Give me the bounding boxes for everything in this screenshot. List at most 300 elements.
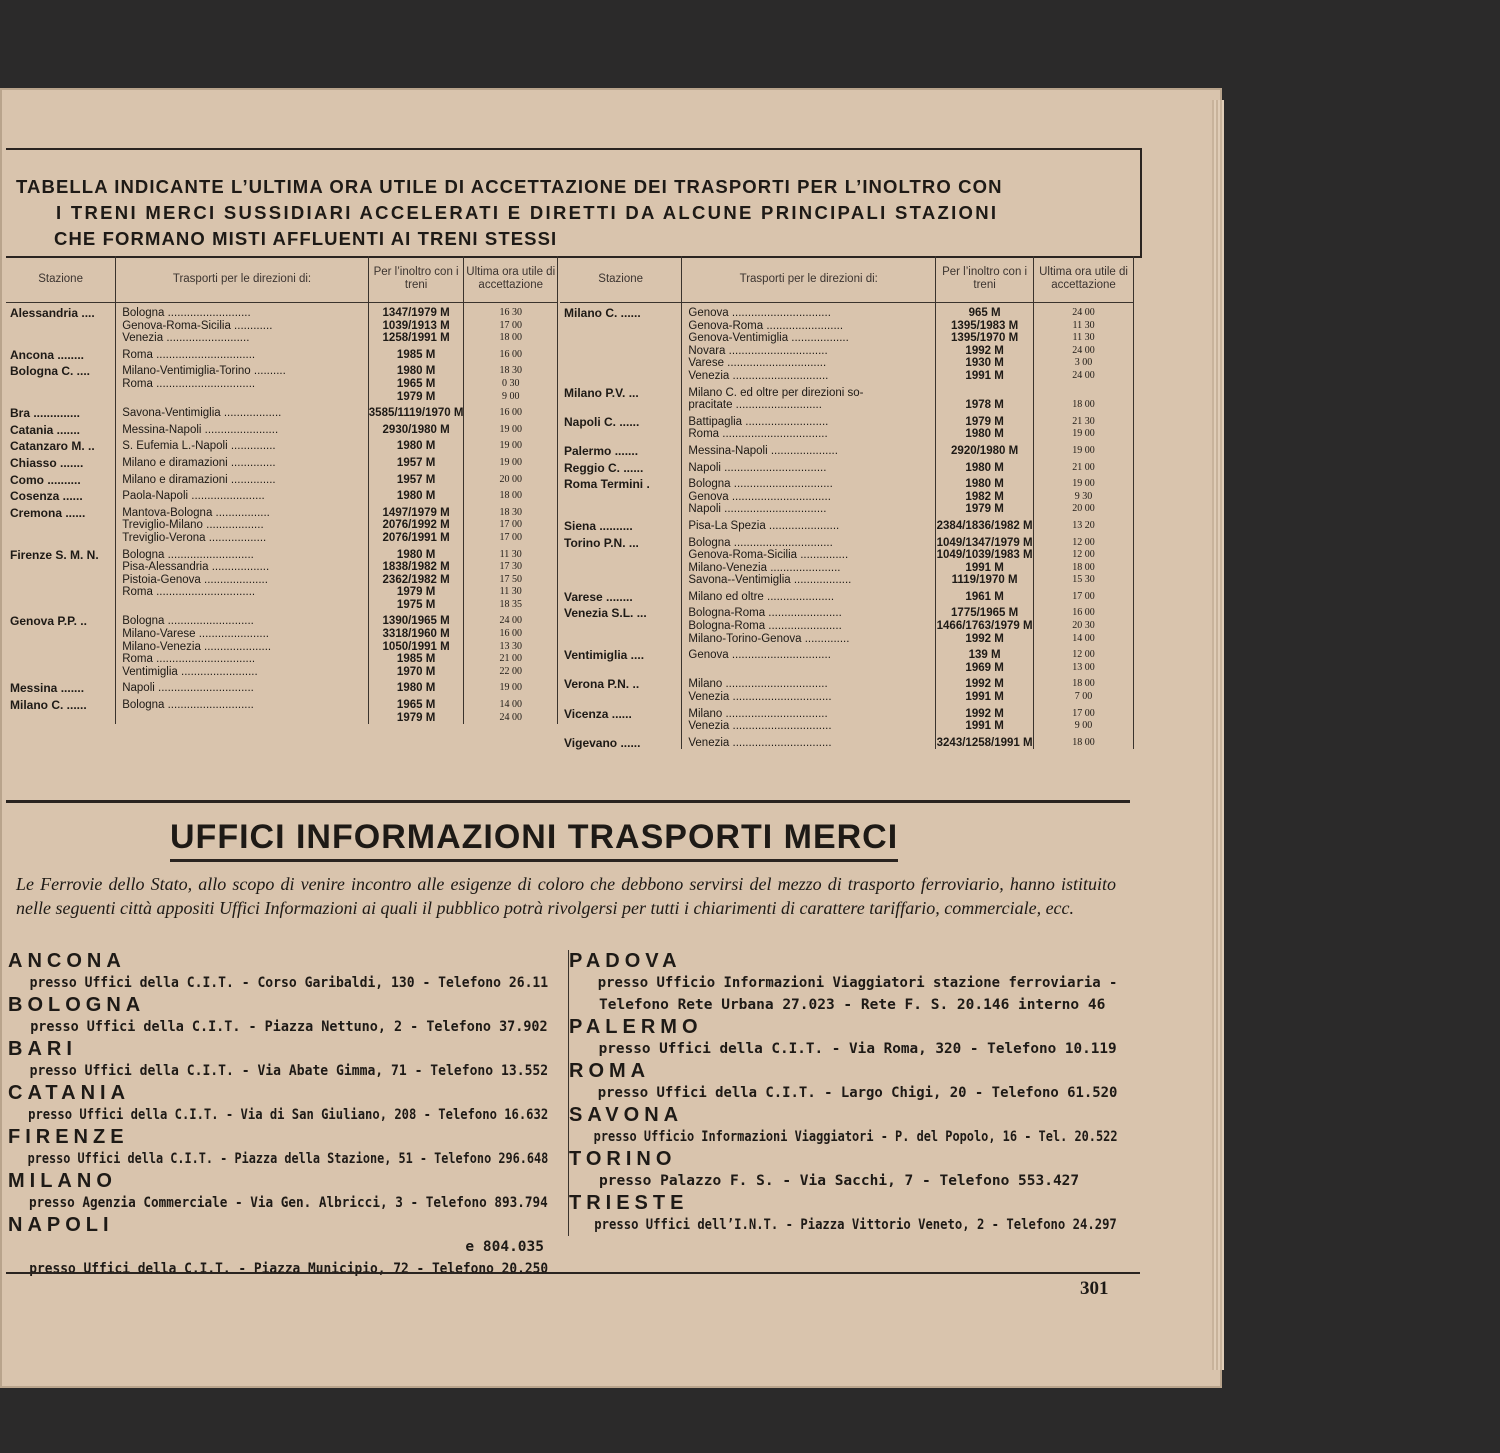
train-numbers: 1980 M [936,474,1034,491]
train-numbers: 1965 M [368,695,464,712]
direction: Milano-Venezia ...................... [682,562,936,575]
train-numbers: 1466/1763/1979 M [936,620,1033,633]
table-row [560,720,1134,733]
train-numbers: 1975 M [368,599,464,612]
acceptance-hour: 16 00 [464,345,558,362]
train-numbers: 1991 M [936,691,1034,704]
table-row [560,691,1134,704]
station-name [560,574,682,587]
train-numbers: 1980 M [936,428,1034,441]
table-row [560,345,1134,358]
train-numbers: 1982 M [936,491,1034,504]
station-name: Catania ....... [6,420,116,437]
table-row [560,491,1134,504]
station-name: Siena .......... [560,516,682,533]
direction: Ventimiglia ........................ [116,666,369,679]
direction: Venezia .......................... [116,332,369,345]
acceptance-hour: 11 30 [1034,332,1134,345]
title-line: TABELLA INDICANTE L’ULTIMA ORA UTILE DI ACCETTAZIONE DEI TRASPORTI PER L’INOLTRO CON [16,176,1003,197]
table-row [560,574,1134,587]
direction: Milano-Ventimiglia-Torino .......... [116,361,369,378]
office-address: presso Uffici della C.I.T. - Piazza Nettuno, 2 - Telefono 37.902 [30,1019,548,1035]
acceptance-hour: 19 00 [464,420,558,437]
train-numbers: 965 M [936,303,1034,320]
office-address: presso Uffici della C.I.T. - Via Roma, 320 - Telefono 10.119 [598,1041,1117,1057]
office-city: BOLOGNA [8,994,146,1016]
train-numbers: 1049/1039/1983 M [936,549,1033,562]
station-name [6,641,116,654]
train-numbers: 1992 M [936,704,1034,721]
direction: Venezia ............................... [682,720,936,733]
acceptance-hour: 19 00 [1034,428,1134,441]
table-row [6,519,558,532]
office-city: ROMA [569,1060,651,1082]
station-name [6,320,116,333]
acceptance-hour: 9 00 [464,391,558,404]
station-name: Milano P.V. ... [560,383,682,400]
direction: Messina-Napoli ....................... [116,420,369,437]
acceptance-hour: 19 00 [464,678,558,695]
station-name [560,662,682,675]
train-numbers: 2930/1980 M [368,420,464,437]
station-name: Cremona ...... [6,503,116,520]
station-name [560,491,682,504]
acceptance-hour: 24 00 [1034,370,1134,383]
train-numbers: 1957 M [368,470,464,487]
offices-right [568,950,1117,1236]
train-numbers: 1050/1991 M [368,641,464,654]
station-name: Torino P.N. ... [560,533,682,550]
direction [116,391,369,404]
acceptance-hour: 16 00 [1034,603,1134,620]
office-address: Telefono Rete Urbana 27.023 - Rete F. S. 20.146 interno 46 [599,997,1106,1013]
train-numbers: 1395/1970 M [936,332,1034,345]
direction: Venezia ............................... [682,691,936,704]
table-row [6,391,558,404]
direction: Milano ................................ [682,704,936,721]
office-address: presso Ufficio Informazioni Viaggiatori stazione ferroviaria - [597,975,1118,991]
direction: Genova ............................... [682,491,936,504]
train-numbers: 1991 M [936,562,1034,575]
table-row [6,332,558,345]
station-name [6,574,116,587]
table-row [560,458,1134,475]
office-city: NAPOLI [8,1214,114,1236]
office-city: MILANO [8,1170,117,1192]
train-numbers: 3585/1119/1970 M [368,403,464,420]
table-row [6,361,558,378]
acceptance-hour: 24 00 [464,611,558,628]
direction: S. Eufemia L.-Napoli .............. [116,436,369,453]
table-row [560,562,1134,575]
acceptance-hour: 11 30 [464,586,558,599]
timetable [6,256,1134,800]
station-name: Genova P.P. .. [6,611,116,628]
office-city: FIRENZE [8,1126,129,1148]
direction: Milano ................................ [682,674,936,691]
direction: Roma ................................. [682,428,936,441]
direction: Genova-Roma-Sicilia ............... [682,549,936,562]
acceptance-hour: 21 00 [1034,458,1134,475]
acceptance-hour: 9 00 [1034,720,1134,733]
table-row [6,611,558,628]
acceptance-hour: 24 00 [464,712,558,725]
table-row [6,503,558,520]
header-trasporti: Trasporti per le direzioni di: [682,256,936,303]
direction: Milano-Venezia ..................... [116,641,369,654]
acceptance-hour: 20 00 [464,470,558,487]
acceptance-hour: 11 30 [1034,320,1134,333]
acceptance-hour: 21 30 [1034,412,1134,429]
table-row [6,470,558,487]
table-row [6,653,558,666]
train-numbers: 1390/1965 M [368,611,464,628]
page-edge [1212,100,1224,1370]
direction [116,599,369,612]
direction: pracitate ........................... [682,399,936,412]
acceptance-hour: 12 00 [1034,645,1134,662]
direction: Bologna ............................... [682,474,936,491]
table-title [16,174,1126,252]
station-name [560,370,682,383]
office-city: CATANIA [8,1082,131,1104]
table-row [560,533,1134,550]
direction: Varese ............................... [682,357,936,370]
title-line: I TRENI MERCI SUSSIDIARI ACCELERATI E DIRETTI DA ALCUNE PRINCIPALI STAZIONI [56,202,999,223]
acceptance-hour: 14 00 [464,695,558,712]
acceptance-hour: 18 35 [464,599,558,612]
station-name [6,519,116,532]
direction: Milano ed oltre ..................... [682,587,936,604]
table-row [6,453,558,470]
station-name [560,428,682,441]
table-row [6,599,558,612]
direction: Bologna .......................... [116,303,369,320]
station-name: Palermo ....... [560,441,682,458]
train-numbers: 1961 M [936,587,1034,604]
table-row [6,436,558,453]
acceptance-hour: 9 30 [1034,491,1134,504]
train-numbers: 2076/1992 M [368,519,464,532]
acceptance-hour: 16 00 [464,628,558,641]
train-numbers: 1980 M [368,486,464,503]
station-name: Bra .............. [6,403,116,420]
acceptance-hour: 17 00 [1034,587,1134,604]
table-row [6,303,558,320]
office-address: presso Uffici della C.I.T. - Via Abate Gimma, 71 - Telefono 13.552 [29,1063,549,1079]
section-divider [6,800,1130,803]
station-name [6,391,116,404]
table-row [560,516,1134,533]
acceptance-hour: 17 00 [464,519,558,532]
office-address: presso Uffici dell’I.N.T. - Piazza Vittorio Veneto, 2 - Telefono 24.297 [594,1217,1117,1233]
acceptance-hour: 22 00 [464,666,558,679]
train-numbers: 1985 M [368,653,464,666]
header-ora: Ultima ora utile di accettazione [464,256,558,303]
train-numbers: 1957 M [368,453,464,470]
direction: Novara ............................... [682,345,936,358]
header-ora: Ultima ora utile di accettazione [1034,256,1134,303]
acceptance-hour: 11 30 [464,545,558,562]
station-name: Roma Termini . [560,474,682,491]
acceptance-hour: 20 00 [1034,503,1134,516]
acceptance-hour: 19 00 [1034,474,1134,491]
station-name [6,653,116,666]
station-name: Vicenza ...... [560,704,682,721]
direction: Napoli ................................ [682,503,936,516]
acceptance-hour: 18 00 [1034,399,1134,412]
table-row [560,303,1134,320]
station-name: Como .......... [6,470,116,487]
office-city: ANCONA [8,950,126,972]
station-name: Vigevano ...... [560,733,682,750]
table-row [560,587,1134,604]
direction: Pisa-Alessandria .................. [116,561,369,574]
station-name: Milano C. ...... [6,695,116,712]
train-numbers: 1979 M [368,391,464,404]
table-row [6,586,558,599]
page-number: 301 [1080,1278,1109,1299]
acceptance-hour: 24 00 [1034,303,1134,320]
direction [116,712,369,725]
station-name: Reggio C. ...... [560,458,682,475]
table-row [560,662,1134,675]
table-row [560,428,1134,441]
train-numbers: 1039/1913 M [368,320,464,333]
station-name: Milano C. ...... [560,303,682,320]
station-name [560,620,682,633]
office-address: presso Uffici della C.I.T. - Via di San Giuliano, 208 - Telefono 16.632 [28,1107,549,1123]
table-row [560,332,1134,345]
table-row [6,678,558,695]
table-row [6,695,558,712]
station-name [6,378,116,391]
office-address: e 804.035 [465,1239,544,1255]
office-city: BARI [8,1038,77,1060]
station-name [560,720,682,733]
table-row [560,320,1134,333]
station-name [560,503,682,516]
table-row [560,370,1134,383]
direction: Genova ............................... [682,303,936,320]
direction: Bologna ........................... [116,695,369,712]
acceptance-hour: 24 00 [1034,345,1134,358]
timetable-right [560,256,1134,749]
direction: Genova-Ventimiglia .................. [682,332,936,345]
header-inoltro: Per l’inoltro con i treni [368,256,464,303]
table-row [6,320,558,333]
direction: Napoli .............................. [116,678,369,695]
table-row [6,345,558,362]
acceptance-hour: 17 00 [464,532,558,545]
footer-rule [6,1272,1140,1274]
train-numbers: 1970 M [368,666,464,679]
train-numbers: 1775/1965 M [936,603,1034,620]
train-numbers [936,383,1034,400]
table-row [6,712,558,725]
table-row [560,704,1134,721]
header-inoltro: Per l’inoltro con i treni [936,256,1034,303]
station-name [560,691,682,704]
table-row [560,620,1134,633]
station-name: Ventimiglia .... [560,645,682,662]
office-city: PADOVA [569,950,682,972]
train-numbers: 1497/1979 M [368,503,464,520]
acceptance-hour: 18 00 [464,332,558,345]
office-address: presso Uffici della C.I.T. - Piazza della Stazione, 51 - Telefono 296.648 [27,1151,549,1167]
acceptance-hour: 13 30 [464,641,558,654]
table-row [560,357,1134,370]
train-numbers: 139 M [936,645,1034,662]
direction: Treviglio-Milano .................. [116,519,369,532]
station-name: Ancona ........ [6,345,116,362]
acceptance-hour: 7 00 [1034,691,1134,704]
table-row [560,412,1134,429]
train-numbers: 1979 M [368,712,464,725]
station-name: Firenze S. M. N. [6,545,116,562]
acceptance-hour: 18 30 [464,503,558,520]
station-name [560,345,682,358]
header-trasporti: Trasporti per le direzioni di: [116,256,369,303]
direction: Genova ............................... [682,645,936,662]
train-numbers: 1992 M [936,633,1034,646]
station-name: Varese ........ [560,587,682,604]
train-numbers: 1980 M [936,458,1034,475]
acceptance-hour: 18 00 [1034,562,1134,575]
office-address: presso Palazzo F. S. - Via Sacchi, 7 - Telefono 553.427 [599,1173,1080,1189]
acceptance-hour: 18 00 [1034,674,1134,691]
train-numbers: 1930 M [936,357,1034,370]
table-row [560,441,1134,458]
station-name: Messina ....... [6,678,116,695]
train-numbers: 1119/1970 M [936,574,1034,587]
train-numbers: 1980 M [368,436,464,453]
acceptance-hour: 19 00 [1034,441,1134,458]
station-name: Chiasso ....... [6,453,116,470]
station-name [560,332,682,345]
acceptance-hour: 17 50 [464,574,558,587]
acceptance-hour: 3 00 [1034,357,1134,370]
office-address: presso Uffici della C.I.T. - Piazza Municipio, 72 - Telefono 20.250 [29,1261,549,1277]
direction: Bologna-Roma ....................... [682,620,936,633]
direction: Milano e diramazioni .............. [116,453,369,470]
train-numbers: 1980 M [368,678,464,695]
train-numbers: 1992 M [936,345,1034,358]
table-row [6,403,558,420]
train-numbers: 1838/1982 M [368,561,464,574]
direction: Savona-Ventimiglia .................. [116,403,369,420]
acceptance-hour: 13 00 [1034,662,1134,675]
table-row [560,674,1134,691]
direction: Roma ............................... [116,653,369,666]
train-numbers: 1049/1347/1979 M [936,533,1034,550]
acceptance-hour: 19 00 [464,453,558,470]
acceptance-hour: 17 00 [1034,704,1134,721]
station-name [560,320,682,333]
direction: Bologna-Roma ....................... [682,603,936,620]
direction [682,662,936,675]
table-row [560,399,1134,412]
acceptance-hour: 13 20 [1034,516,1134,533]
section-heading: UFFICI INFORMAZIONI TRASPORTI MERCI [170,818,898,862]
station-name [6,561,116,574]
station-name [6,712,116,725]
direction: Bologna ............................... [682,533,936,550]
station-name [560,549,682,562]
train-numbers: 3318/1960 M [368,628,464,641]
station-name: Cosenza ...... [6,486,116,503]
station-name [6,332,116,345]
table-row [6,420,558,437]
train-numbers: 2384/1836/1982 M [936,516,1034,533]
station-name [560,399,682,412]
direction: Messina-Napoli ..................... [682,441,936,458]
table-row [6,486,558,503]
office-address: presso Uffici della C.I.T. - Corso Garibaldi, 130 - Telefono 26.11 [29,975,549,991]
acceptance-hour: 17 30 [464,561,558,574]
direction: Milano C. ed oltre per direzioni so- [682,383,936,400]
train-numbers: 1980 M [368,361,464,378]
table-row [6,641,558,654]
train-numbers: 1980 M [368,545,464,562]
direction: Bologna ........................... [116,611,369,628]
table-row [6,628,558,641]
acceptance-hour: 16 00 [464,403,558,420]
table-row [6,378,558,391]
direction: Bologna ........................... [116,545,369,562]
table-row [560,603,1134,620]
direction: Napoli ................................ [682,458,936,475]
acceptance-hour: 12 00 [1034,549,1134,562]
station-name [6,666,116,679]
office-city: TORINO [569,1148,677,1170]
train-numbers: 1979 M [936,412,1034,429]
direction: Genova-Roma ........................ [682,320,936,333]
train-numbers: 2920/1980 M [936,441,1034,458]
direction: Roma ............................... [116,345,369,362]
direction: Genova-Roma-Sicilia ............ [116,320,369,333]
station-name: Alessandria .... [6,303,116,320]
acceptance-hour: 12 00 [1034,533,1134,550]
direction: Battipaglia .......................... [682,412,936,429]
direction: Venezia ............................... [682,733,936,750]
train-numbers: 1985 M [368,345,464,362]
header-stazione: Stazione [6,256,116,303]
train-numbers: 1979 M [936,503,1034,516]
acceptance-hour: 18 30 [464,361,558,378]
train-numbers: 1979 M [368,586,464,599]
title-line: CHE FORMANO MISTI AFFLUENTI AI TRENI STESSI [54,228,558,249]
table-row [560,633,1134,646]
direction: Roma ............................... [116,586,369,599]
direction: Roma ............................... [116,378,369,391]
acceptance-hour: 19 00 [464,436,558,453]
train-numbers: 1395/1983 M [936,320,1034,333]
table-row [560,383,1134,400]
acceptance-hour [1034,383,1134,400]
office-address: presso Uffici della C.I.T. - Largo Chigi, 20 - Telefono 61.520 [597,1085,1118,1101]
acceptance-hour: 0 30 [464,378,558,391]
acceptance-hour: 20 30 [1034,620,1134,633]
table-row [560,645,1134,662]
station-name [6,586,116,599]
train-numbers: 1258/1991 M [368,332,464,345]
train-numbers: 1969 M [936,662,1034,675]
direction: Milano e diramazioni .............. [116,470,369,487]
table-row [6,666,558,679]
direction: Milano-Torino-Genova .............. [682,633,936,646]
station-name: Verona P.N. .. [560,674,682,691]
